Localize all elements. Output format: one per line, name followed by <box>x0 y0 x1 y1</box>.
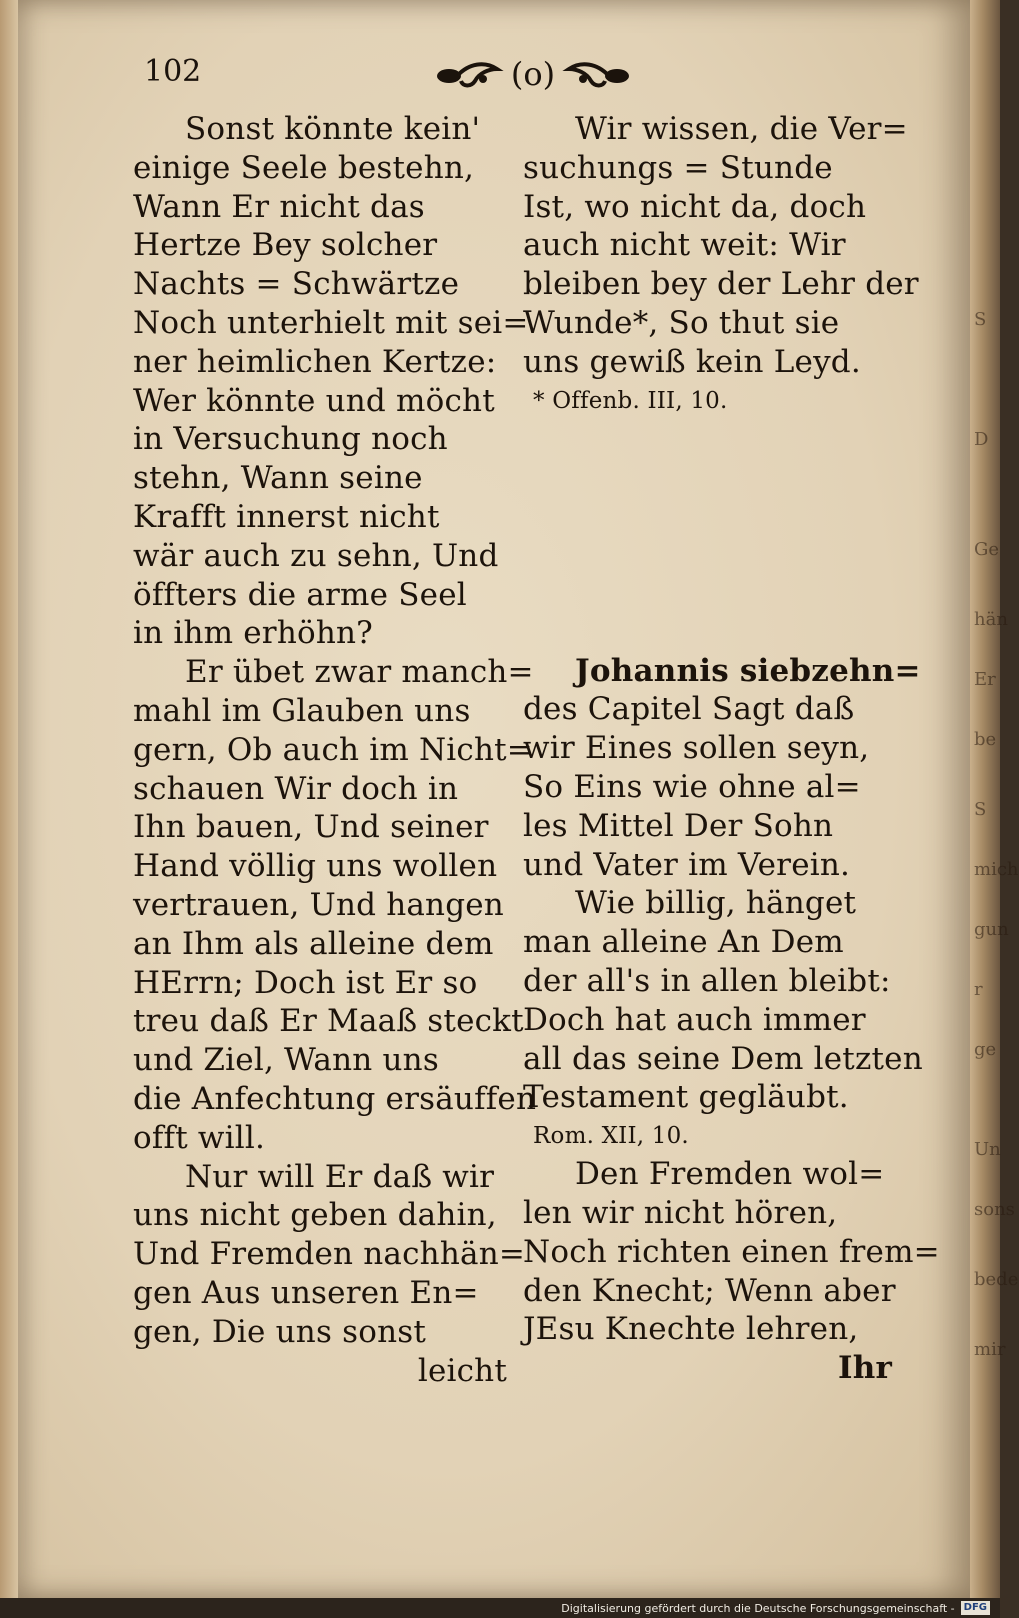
text-line: und Vater im Verein. <box>523 846 851 883</box>
text-line: Nachts = Schwärtze <box>133 266 460 303</box>
text-line: mahl im Glauben uns <box>133 692 471 729</box>
text-line: Den Fremden wol= <box>575 1156 885 1193</box>
text-line: Wunde*, So thut sie <box>523 304 840 341</box>
edge-text: gun <box>974 919 1009 940</box>
text-line: Hertze Bey solcher <box>133 227 438 264</box>
text-line: So Eins wie ohne al= <box>523 768 861 805</box>
text-line: der all's in allen bleibt: <box>523 962 891 999</box>
text-line: Doch hat auch immer <box>523 1001 866 1038</box>
ornament-center: (o) <box>510 55 556 93</box>
edge-text: bede <box>974 1269 1019 1290</box>
edge-text: hän <box>974 609 1008 630</box>
text-line: in ihm erhöhn? <box>133 615 374 652</box>
text-line: len wir nicht hören, <box>523 1194 838 1231</box>
digitization-credit-bar <box>0 1598 1000 1618</box>
edge-text: mich <box>974 859 1019 880</box>
text-line: Ihn bauen, Und seiner <box>133 809 489 846</box>
edge-text: be <box>974 729 997 750</box>
text-line: in Versuchung noch <box>133 421 448 458</box>
edge-text: Un <box>974 1139 1001 1160</box>
text-line: gern, Ob auch im Nicht= <box>133 731 533 768</box>
left-column <box>133 110 537 1390</box>
text-line: HErrn; Doch ist Er so <box>133 964 478 1001</box>
text-line: wär auch zu sehn, Und <box>133 537 499 574</box>
edge-text: Ge <box>974 539 1000 560</box>
text-line: Krafft innerst nicht <box>133 498 440 535</box>
text-line: öffters die arme Seel <box>133 576 467 613</box>
text-line: offt will. <box>133 1119 266 1156</box>
right-column <box>523 110 940 1388</box>
text-line: suchungs = Stunde <box>523 149 833 186</box>
page-number: 102 <box>144 54 202 89</box>
text-line: den Knecht; Wenn aber <box>523 1272 896 1309</box>
text-line: wir Eines sollen seyn, <box>523 730 870 767</box>
text-line: uns gewiß kein Leyd. <box>523 343 861 380</box>
edge-text: sons <box>974 1199 1015 1220</box>
right-stanza-2 <box>523 652 921 885</box>
catchword: Ihr <box>838 1350 892 1387</box>
text-line: ner heimlichen Kertze: <box>133 343 497 380</box>
credit-text: Digitalisierung gefördert durch die Deutsche Forschungsgemeinschaft - <box>561 1601 955 1615</box>
text-line: auch nicht weit: Wir <box>523 227 846 264</box>
left-stanza-2 <box>133 653 537 1157</box>
left-stanza-1 <box>133 110 529 653</box>
text-line: Noch unterhielt mit sei= <box>133 304 529 341</box>
edge-text: Er <box>974 669 996 690</box>
edge-text: D <box>974 429 989 450</box>
text-line: stehn, Wann seine <box>133 460 423 497</box>
dfg-logo[interactable]: DFG <box>961 1601 990 1615</box>
edge-text: r <box>974 979 983 1000</box>
text-line: les Mittel Der Sohn <box>523 807 834 844</box>
right-stanza-4 <box>523 1155 940 1388</box>
text-line: Johannis siebzehn= <box>575 652 921 689</box>
text-line: man alleine An Dem <box>523 924 844 961</box>
page-header <box>18 48 970 108</box>
right-stanza-3 <box>523 884 923 1155</box>
footnote: * Offenb. III, 10. <box>533 387 728 414</box>
text-line: Und Fremden nachhän= <box>133 1236 526 1273</box>
edge-text: S <box>974 799 987 820</box>
text-line: des Capitel Sagt daß <box>523 691 855 728</box>
text-line: Testament gegläubt. <box>523 1079 849 1116</box>
text-line: Wer könnte und möcht <box>133 382 495 419</box>
next-page-edge <box>970 0 1019 1598</box>
text-line: Er übet zwar manch= <box>185 654 534 691</box>
catchword: leicht <box>417 1352 507 1389</box>
text-line: Sonst könnte kein' <box>185 111 481 147</box>
header-ornament <box>408 48 658 100</box>
text-line: gen Aus unseren En= <box>133 1274 479 1311</box>
book-page <box>18 0 970 1598</box>
left-flourish-icon <box>435 57 505 91</box>
text-line: Hand völlig uns wollen <box>133 848 498 885</box>
text-line: vertrauen, Und hangen <box>133 886 504 923</box>
text-line: einige Seele bestehn, <box>133 149 475 186</box>
text-line: Noch richten einen frem= <box>523 1233 940 1270</box>
edge-text: ge <box>974 1039 997 1060</box>
binding-shadow <box>0 0 18 1598</box>
column-gap <box>523 420 898 652</box>
text-line: schauen Wir doch in <box>133 770 459 807</box>
text-line: Wir wissen, die Ver= <box>575 111 908 147</box>
left-stanza-3 <box>133 1158 526 1391</box>
text-line: Nur will Er daß wir <box>185 1158 495 1195</box>
edge-text: S <box>974 309 987 330</box>
text-line: treu daß Er Maaß steckt <box>133 1003 524 1040</box>
text-line: an Ihm als alleine dem <box>133 925 494 962</box>
text-line: Wie billig, hänget <box>575 885 857 922</box>
text-line: Wann Er nicht das <box>133 188 425 225</box>
text-line: Ist, wo nicht da, doch <box>523 188 867 225</box>
text-line: die Anfechtung ersäuffen <box>133 1080 537 1117</box>
text-line: all das seine Dem letzten <box>523 1040 923 1077</box>
right-flourish-icon <box>561 57 631 91</box>
edge-text: mir <box>974 1339 1006 1360</box>
text-line: JEsu Knechte lehren, <box>523 1311 859 1348</box>
right-stanza-1 <box>523 110 919 420</box>
text-line: bleiben bey der Lehr der <box>523 266 919 303</box>
bible-reference: Rom. XII, 10. <box>533 1123 689 1150</box>
text-line: und Ziel, Wann uns <box>133 1042 439 1079</box>
text-line: uns nicht geben dahin, <box>133 1197 497 1234</box>
text-line: gen, Die uns sonst <box>133 1313 427 1350</box>
